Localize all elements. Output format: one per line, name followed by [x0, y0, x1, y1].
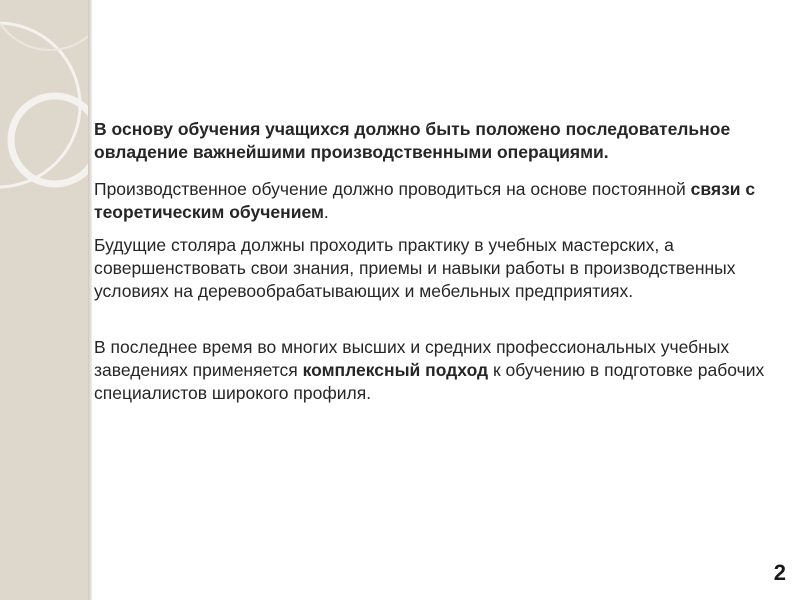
paragraph-2-bold: связи с теоретическим обучением	[94, 179, 756, 222]
decorative-sidebar	[0, 0, 88, 600]
slide-content	[94, 118, 784, 405]
paragraph-2-text: Производственное обучение должно проводиться на основе постоянной	[94, 179, 691, 199]
paragraph-3: Будущие столяра должны проходить практику в учебных мастерских, а совершенствовать свои знания, приемы и навыки работы в производственных условиях на деревообрабатывающих и мебельных предприятиях.	[94, 235, 736, 301]
page-number: 2	[773, 560, 786, 585]
paragraph-2	[94, 178, 784, 224]
sidebar-divider	[88, 0, 92, 600]
paragraph-4	[94, 336, 784, 405]
decorative-circles	[0, 0, 88, 600]
paragraph-1: В основу обучения учащихся должно быть положено последовательное овладение важнейшими производственными операциями.	[94, 119, 731, 162]
paragraph-2-end: .	[323, 202, 329, 222]
paragraph-4-text: В последнее время во многих высших и средних профессиональных учебных заведениях применяется	[94, 337, 730, 380]
paragraph-4-end: к обучению в подготовке рабочих специалистов широкого профиля.	[94, 360, 765, 403]
paragraph-4-bold: комплексный подход	[302, 360, 489, 380]
